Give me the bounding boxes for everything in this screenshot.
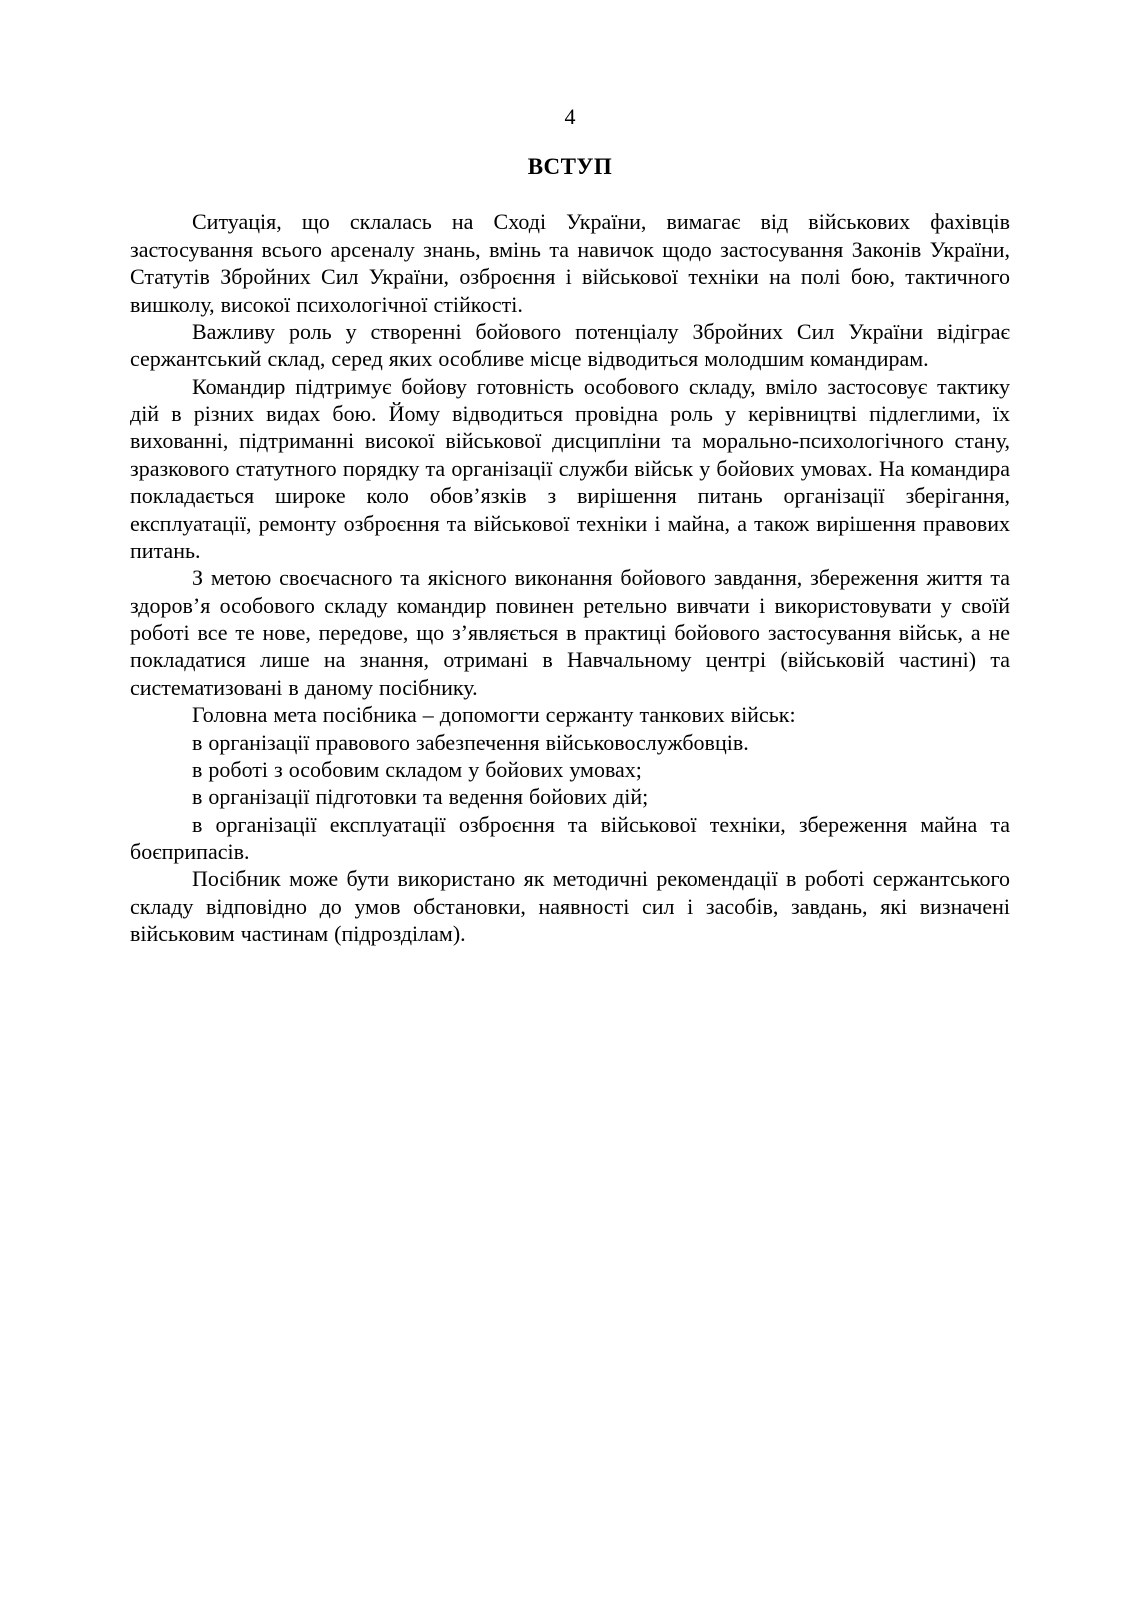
list-item-equipment-operation: в організації експлуатації озброєння та військової техніки, збереження майна та боєприпасів. xyxy=(130,811,1010,865)
paragraph-manual-purpose: Головна мета посібника – допомогти сержанту танкових військ: xyxy=(192,702,796,728)
paragraph-commander-duties: Командир підтримує бойову готовність особового складу, вміло застосовує тактику дій в різних видах бою. Йому відводиться провідна роль у керівництві підлеглими, їх вихованні, підтриманні високої військової дисципліни та морально-психологічного стану, зразкового статутного порядку та організації служби військ у бойових умовах. На командира покладається широке коло обов’язків з вирішення питань організації зберігання, експлуатації, ремонту озброєння та військової техніки і майна, а також вирішення правових питань. xyxy=(130,373,1010,563)
paragraph-manual-usage: Посібник може бути використано як методичні рекомендації в роботі сержантського складу відповідно до умов обстановки, наявності сил і засобів, завдань, які визначені військовим частинам (підрозділам). xyxy=(130,866,1010,947)
page-title: ВСТУП xyxy=(527,154,613,180)
list-item-personnel-work: в роботі з особовим складом у бойових умовах; xyxy=(192,756,642,782)
paragraph-mission-goal: З метою своєчасного та якісного виконання бойового завдання, збереження життя та здоров’я особового складу командир повинен ретельно вивчати і використовувати у своїй роботі все те нове, передове, що з’являється в практиці бойового застосування військ, а не покладатися лише на знання, отримані в Навчальному центрі (військовій частині) та систематизовані в даному посібнику. xyxy=(130,565,1010,700)
list-item-legal-support: в організації правового забезпечення військовослужбовців. xyxy=(192,729,749,755)
paragraph-situation: Ситуація, що склалась на Сході України, вимагає від військових фахівців застосування всього арсеналу знань, вмінь та навичок щодо застосування Законів України, Статутів Збройних Сил України, озброєння і військової техніки на полі бою, тактичного вишколу, високої психологічної стійкості. xyxy=(130,209,1010,317)
list-item-combat-preparation: в організації підготовки та ведення бойових дій; xyxy=(192,784,649,810)
page-number: 4 xyxy=(564,104,576,129)
body-text xyxy=(130,208,1010,947)
paragraph-sergeant-role: Важливу роль у створенні бойового потенціалу Збройних Сил України відіграє сержантський склад, серед яких особливе місце відводиться молодшим командирам. xyxy=(130,318,1010,372)
